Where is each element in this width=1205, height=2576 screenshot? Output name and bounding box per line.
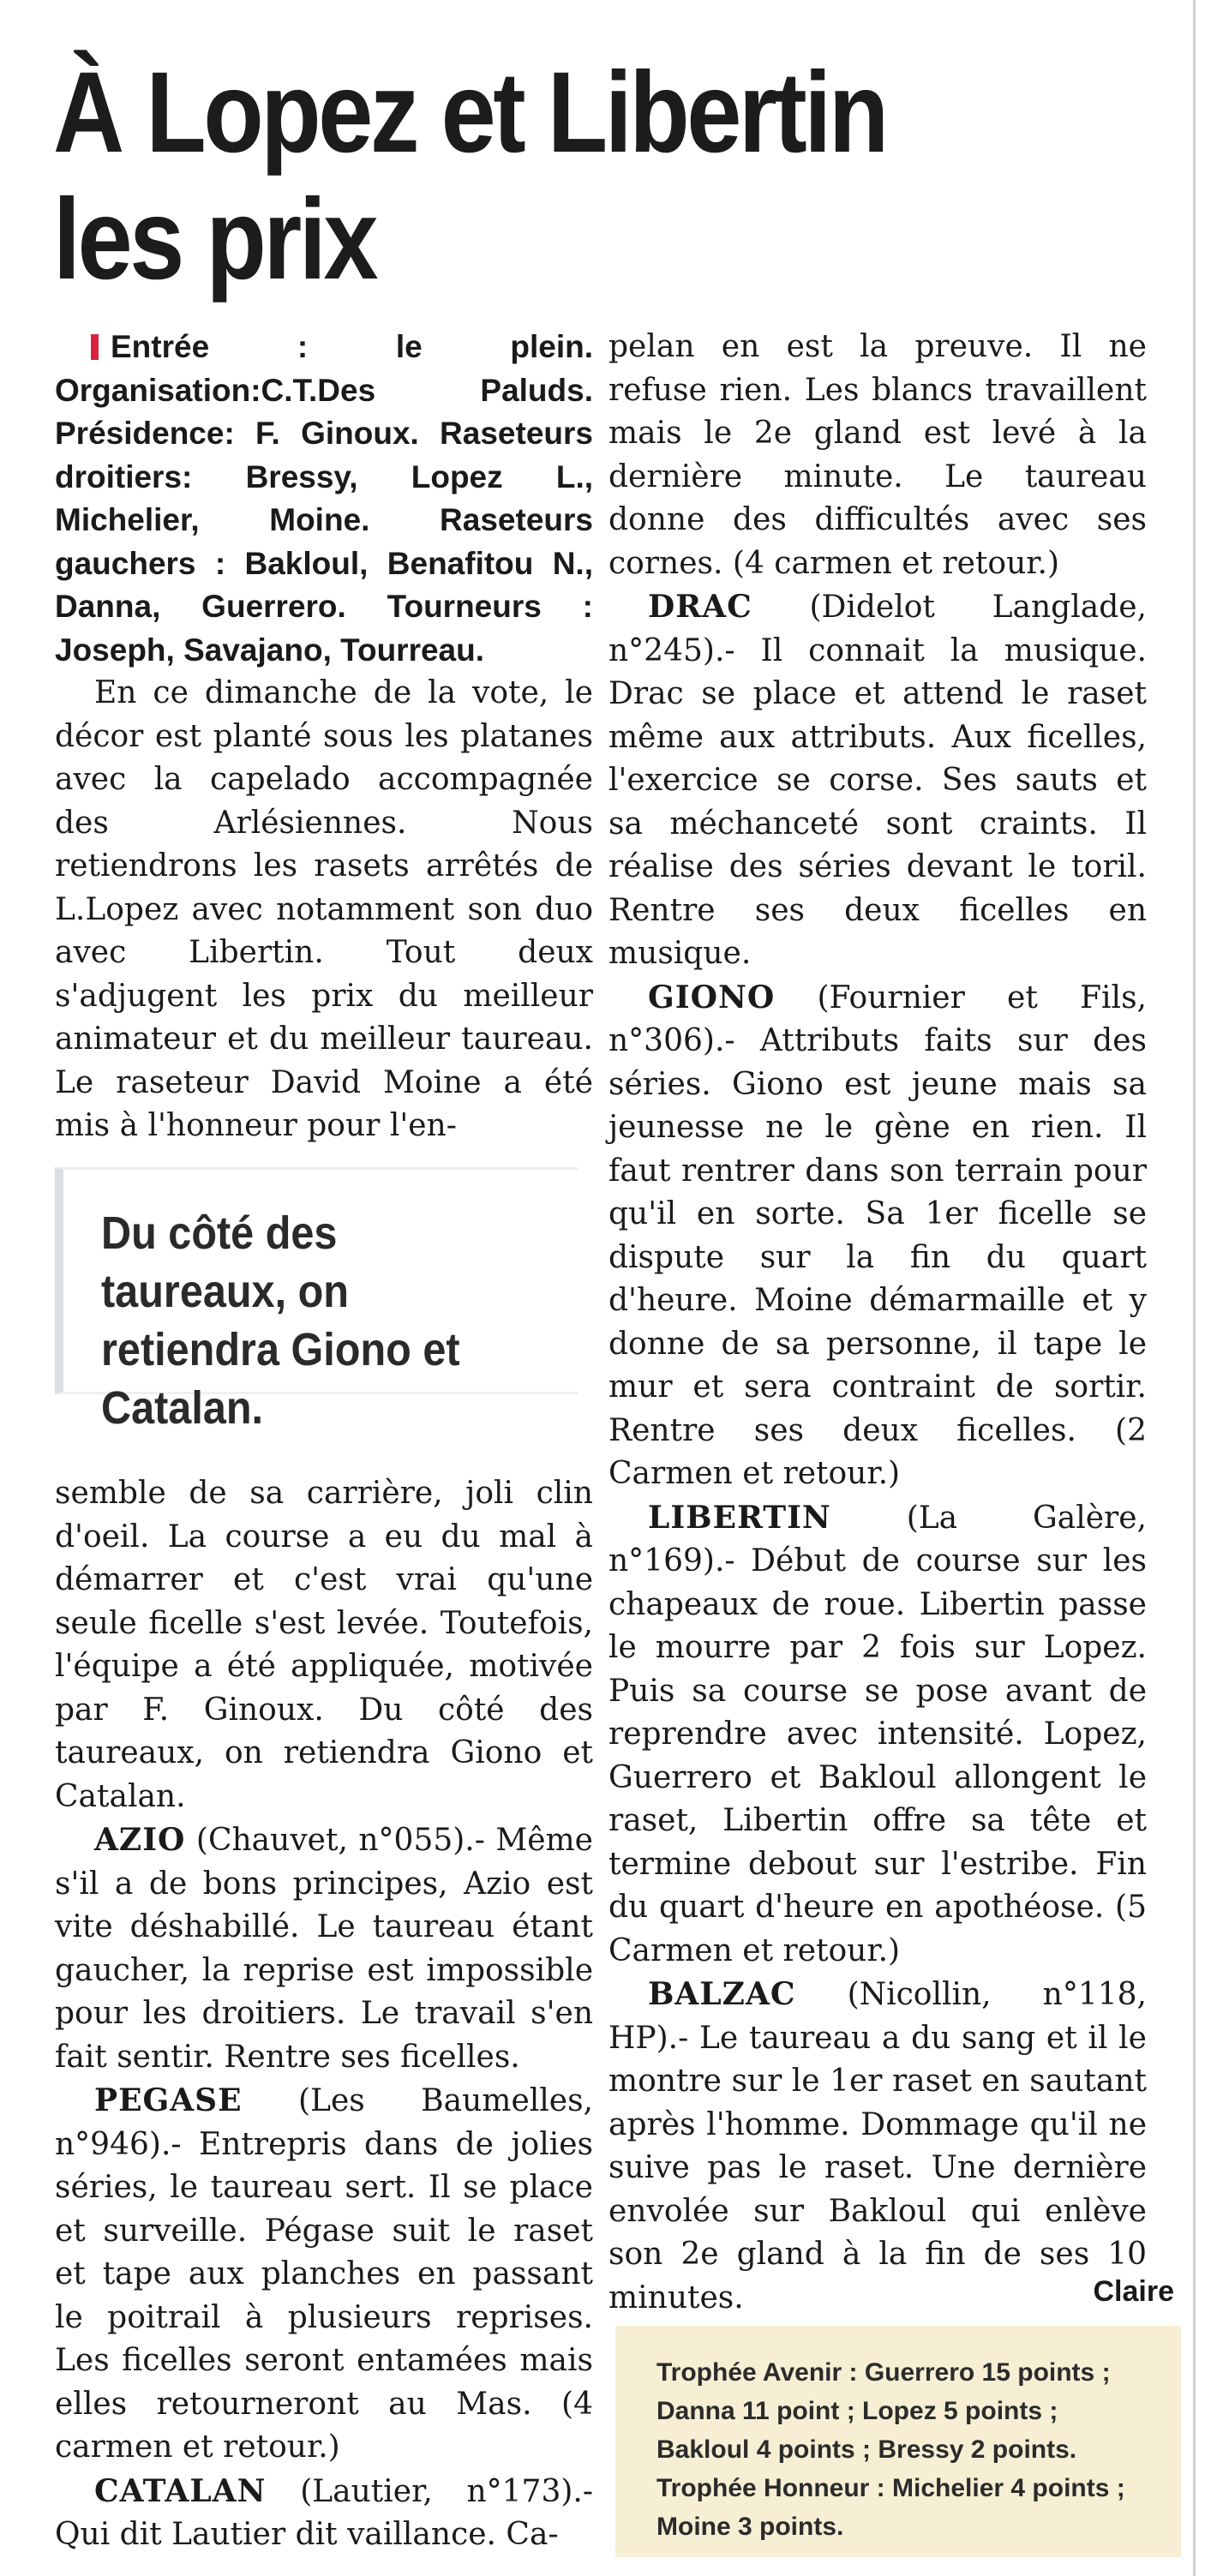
article-column-left: [55, 326, 593, 1148]
red-marker-icon: [91, 334, 99, 360]
bull-text: (Les Baumelles, n°946).- Entrepris dans de jolies séries, le taureau sert. Il se place et surveille. Pégase suit le raset et tape aux planches en passant le poitrail à plusieurs reprises. Les ficelles seront entamées mais elles retourneront au Mas. (4 carmen et retour.): [55, 2083, 593, 2465]
bull-entry-azio: [55, 1818, 593, 2079]
bull-name: AZIO: [94, 1822, 186, 1858]
bull-entry-giono: [608, 976, 1147, 1496]
intro-paragraph-continued: semble de sa carrière, joli clin d'oeil. La course a eu du mal à démarrer et c'est vrai qu'une seule ficelle s'est levée. Toutefois, l'équipe a été appliquée, motivée par F. Ginoux. Du côté des taureaux, on retiendra Giono et Catalan.: [55, 1476, 593, 1814]
bull-text: (Fournier et Fils, n°306).- Attributs faits sur des séries. Giono est jeune mais sa jeunesse ne le gène en rien. Il faut rentrer dans son terrain pour qu'il en sorte. Sa 1er ficelle se dispute sur la fin du quart d'heure. Moine démarmaille et y donne de sa personne, il tape le mur et sera contraint de sortir. Rentre ses deux ficelles. (2 Carmen et retour.): [608, 979, 1147, 1491]
author-signature: Claire: [1093, 2275, 1174, 2308]
bull-name: PEGASE: [94, 2082, 243, 2118]
bull-name: GIONO: [648, 979, 776, 1015]
bull-entry-pegase: [55, 2079, 593, 2470]
lede-text: Entrée : le plein. Organisation:C.T.Des Paluds. Présidence: F. Ginoux. Raseteurs droitiers: Bressy, Lopez L., Michelier, Moine. Raseteurs gauchers : Bakloul, Benafitou N., Danna, Guerrero. Tourneurs : Joseph, Savajano, Tourreau.: [55, 329, 593, 668]
bull-name: LIBERTIN: [648, 1499, 831, 1536]
article-column-right: [608, 326, 1147, 2320]
trophy-honneur: Trophée Honneur : Michelier 4 points ; Moine 3 points.: [656, 2474, 1125, 2541]
trophy-avenir: Trophée Avenir : Guerrero 15 points ; Danna 11 point ; Lopez 5 points ; Bakloul 4 points ; Bressy 2 points.: [656, 2358, 1111, 2464]
bull-text: (Chauvet, n°055).- Même s'il a de bons principes, Azio est vite déshabillé. Le taureau étant gaucher, la reprise est impossible pour les droitiers. Le travail s'en fait sentir. Rentre ses ficelles.: [55, 1823, 593, 2075]
bull-entry-balzac: [608, 1973, 1147, 2320]
bull-entry-catalan-continued: pelan en est la preuve. Il ne refuse rien. Les blancs travaillent mais le 2e gland est levé à la dernière minute. Le taureau donne des difficultés avec ses cornes. (4 carmen et retour.): [608, 329, 1147, 581]
bull-name: DRAC: [648, 589, 752, 625]
bull-text: (Lautier, n°173).- Qui dit Lautier dit vaillance. Ca-: [55, 2473, 593, 2552]
headline: [53, 50, 1011, 303]
pull-quote-text: Du côté des taureaux, on retiendra Giono et Catalan.: [101, 1207, 460, 1434]
article-column-left-lower: [55, 1472, 593, 2557]
pull-quote: [55, 1167, 578, 1434]
bull-name: CATALAN: [94, 2472, 267, 2509]
headline-line-2: les prix: [53, 176, 376, 303]
bull-text: (Nicollin, n°118, HP).- Le taureau a du sang et il le montre sur le 1er raset en sautant après l'homme. Dommage qu'il ne suive pas le raset. Une dernière envolée sur Bakloul qui enlève son 2e gland à la fin de ses 10 minutes.: [608, 1977, 1147, 2315]
bull-entry-catalan: [55, 2470, 593, 2557]
trophy-box: [615, 2326, 1181, 2557]
lede-block: [55, 326, 593, 672]
intro-paragraph: En ce dimanche de la vote, le décor est planté sous les platanes avec la capelado accompagnée des Arlésiennes. Nous retiendrons les rasets arrêtés de L.Lopez avec notamment son duo avec Libertin. Tout deux s'adjugent les prix du meilleur animateur et du meilleur taureau. Le raseteur David Moine a été mis à l'honneur pour l'en-: [55, 675, 593, 1143]
bull-entry-libertin: [608, 1496, 1147, 1974]
bull-text: (Didelot Langlade, n°245).- Il connait la musique. Drac se place et attend le raset même aux attributs. Aux ficelles, l'exercice se corse. Ses sauts et sa méchanceté sont craints. Il réalise des séries devant le toril. Rentre ses deux ficelles en musique.: [608, 590, 1147, 971]
bull-text: (La Galère, n°169).- Début de course sur les chapeaux de roue. Libertin passe le mourre par 2 fois sur Lopez. Puis sa course se pose avant de reprendre avec intensité. Lopez, Guerrero et Bakloul allongent le raset, Libertin offre sa tête et termine debout sur l'estribe. Fin du quart d'heure en apothéose. (5 Carmen et retour.): [608, 1500, 1147, 1968]
headline-line-1: À Lopez et Libertin: [53, 49, 886, 177]
column-rule: [1193, 0, 1196, 2576]
bull-entry-drac: [608, 585, 1147, 976]
bull-name: BALZAC: [648, 1976, 796, 2012]
